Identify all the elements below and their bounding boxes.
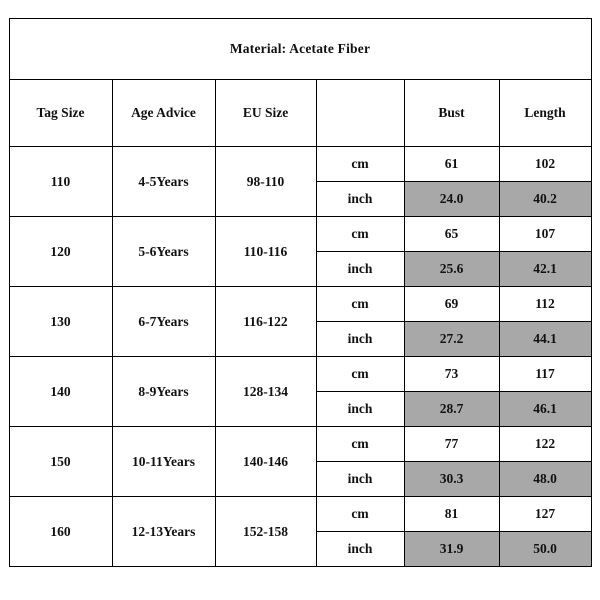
table-row [9,497,591,532]
cell-length-cm: 102 [499,147,591,182]
cell-bust-inch: 27.2 [404,322,499,357]
cell-bust-inch: 25.6 [404,252,499,287]
cell-age-advice: 4-5Years [112,147,215,217]
table-header-row [9,80,591,147]
cell-length-inch: 40.2 [499,182,591,217]
cell-bust-cm: 81 [404,497,499,532]
header-length: Length [499,80,591,147]
cell-unit-inch: inch [316,462,404,497]
header-tag-size: Tag Size [9,80,112,147]
cell-unit-inch: inch [316,322,404,357]
cell-length-cm: 122 [499,427,591,462]
cell-unit-cm: cm [316,287,404,322]
cell-eu-size: 128-134 [215,357,316,427]
cell-eu-size: 116-122 [215,287,316,357]
header-eu-size: EU Size [215,80,316,147]
table-row [9,427,591,462]
table-title-row [9,19,591,80]
cell-unit-cm: cm [316,357,404,392]
size-chart-table [9,18,592,567]
cell-unit-cm: cm [316,427,404,462]
table-row [9,147,591,182]
cell-eu-size: 110-116 [215,217,316,287]
cell-bust-inch: 31.9 [404,532,499,567]
header-bust: Bust [404,80,499,147]
header-unit [316,80,404,147]
cell-length-cm: 112 [499,287,591,322]
cell-bust-inch: 30.3 [404,462,499,497]
cell-length-inch: 48.0 [499,462,591,497]
chart-title: Material: Acetate Fiber [9,19,591,80]
cell-age-advice: 8-9Years [112,357,215,427]
cell-length-cm: 107 [499,217,591,252]
cell-length-cm: 117 [499,357,591,392]
cell-bust-cm: 77 [404,427,499,462]
cell-tag-size: 150 [9,427,112,497]
cell-bust-cm: 69 [404,287,499,322]
cell-length-inch: 46.1 [499,392,591,427]
cell-unit-inch: inch [316,182,404,217]
header-age-advice: Age Advice [112,80,215,147]
cell-eu-size: 98-110 [215,147,316,217]
cell-bust-cm: 61 [404,147,499,182]
cell-bust-cm: 73 [404,357,499,392]
cell-unit-cm: cm [316,217,404,252]
cell-tag-size: 130 [9,287,112,357]
cell-bust-inch: 24.0 [404,182,499,217]
cell-unit-inch: inch [316,392,404,427]
cell-tag-size: 110 [9,147,112,217]
cell-age-advice: 12-13Years [112,497,215,567]
table-row [9,357,591,392]
cell-eu-size: 140-146 [215,427,316,497]
cell-bust-cm: 65 [404,217,499,252]
table-row [9,287,591,322]
cell-length-inch: 44.1 [499,322,591,357]
cell-length-inch: 42.1 [499,252,591,287]
cell-unit-cm: cm [316,497,404,532]
cell-length-cm: 127 [499,497,591,532]
cell-tag-size: 140 [9,357,112,427]
cell-length-inch: 50.0 [499,532,591,567]
table-row [9,217,591,252]
cell-bust-inch: 28.7 [404,392,499,427]
cell-unit-inch: inch [316,252,404,287]
cell-age-advice: 10-11Years [112,427,215,497]
cell-tag-size: 160 [9,497,112,567]
cell-age-advice: 5-6Years [112,217,215,287]
cell-tag-size: 120 [9,217,112,287]
cell-age-advice: 6-7Years [112,287,215,357]
cell-unit-inch: inch [316,532,404,567]
cell-unit-cm: cm [316,147,404,182]
cell-eu-size: 152-158 [215,497,316,567]
